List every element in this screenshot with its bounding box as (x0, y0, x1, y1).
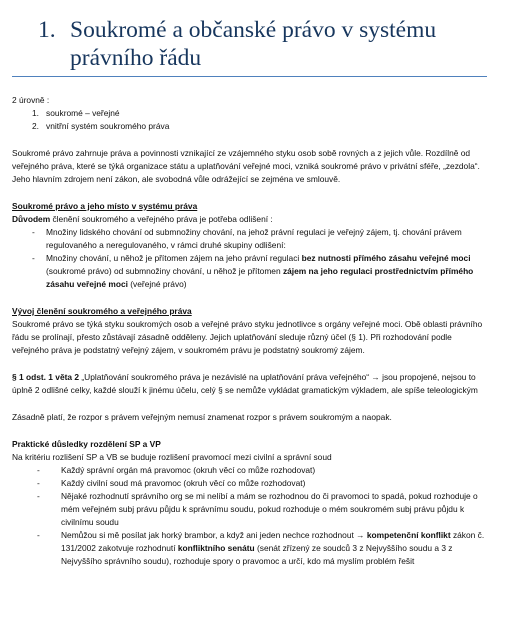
section-heading-consequences: Praktické důsledky rozdělení SP a VP (12, 439, 161, 449)
dash-bullet: - (37, 465, 40, 475)
note-paragraph: Zásadně platí, že rozpor s právem veřejným nemusí znamenat rozpor s právem soukromým a naopak. (12, 412, 392, 422)
list-item-text (61, 464, 489, 477)
dash-bullet: - (37, 491, 40, 501)
heading-rule (12, 76, 487, 77)
text-run: Každý správní orgán má pravomoc (okruh věcí co může rozhodovat) (61, 465, 316, 475)
emphasis-text: zájem na jeho regulaci prostřednictvím přímého zásahu veřejné moci (46, 266, 474, 289)
levels-intro: 2 úrovně : (12, 95, 50, 105)
levels-list (12, 107, 489, 133)
chapter-title: Soukromé a občanské právo v systému právního řádu (70, 17, 437, 71)
list-item (12, 464, 489, 477)
section3-text: „Uplatňování soukromého práva je nezávislé na uplatňování práva veřejného“ → jsou propojené, nejsou to úplně 2 odlišné celky, každé slouží k jinému účelu, celý § se nemůže vykládat gramatickým výkladem, ale spíše teleologickým (12, 372, 478, 395)
section1-lead-text: členění soukromého a veřejného práva je potřeba odlišení : (50, 214, 273, 224)
section1-lead-bold: Důvodem (12, 214, 51, 224)
section1-list (12, 226, 489, 291)
document-body (10, 94, 489, 568)
list-item (12, 477, 489, 490)
text-run: Každý civilní soud má pravomoc (okruh věcí co může rozhodovat) (61, 478, 306, 488)
section4-list (12, 464, 489, 568)
list-item-text (61, 529, 489, 568)
list-item (12, 226, 489, 252)
text-run: (senát zřízený ze soudců 3 z Nejvyššího soudu a 3 z Nejvyššího správního soudu), rozhoduje spory o pravomoc a určí, kdo má myslím problém řešit (61, 543, 453, 566)
levels-item (32, 120, 489, 133)
emphasis-text: bez nutnosti přímého zásahu veřejné moci (301, 253, 471, 263)
section3-citation: § 1 odst. 1 věta 2 (12, 372, 80, 382)
section4-lead: Na kritériu rozlišení SP a VB se buduje rozlišení pravomocí mezi civilní a správní soud (12, 452, 332, 462)
text-run: Množiny lidského chování od submnožiny chování, na jehož právní regulaci je veřejný zájem, tj. chování právem regulovaného a neregulovaného, v rámci druhé skupiny odlišení: (46, 227, 462, 250)
section1-lead (12, 213, 489, 226)
text-run: Nějaké rozhodnutí správního org se mi nelíbí a mám se rozhodnou do či pravomoci to spadá, pokud rozhoduje o mém veřejném subj právu půjdu k správnímu soudu, pokud rozhoduje o mém soukromém subj právu půjdu k civilnímu soudu (61, 491, 478, 527)
levels-item-number: 2. (32, 121, 39, 131)
list-item-text (46, 226, 489, 252)
dash-bullet: - (37, 530, 40, 540)
list-item (12, 490, 489, 529)
list-item-text (61, 490, 489, 529)
levels-item-text: vnitřní systém soukromého práva (46, 121, 170, 131)
levels-item-text: soukromé – veřejné (46, 108, 120, 118)
levels-item-number: 1. (32, 108, 39, 118)
chapter-heading (10, 16, 489, 72)
chapter-number: 1. (38, 17, 56, 43)
dash-bullet: - (37, 478, 40, 488)
list-item-text (61, 477, 489, 490)
section-heading-development: Vývoj členění soukromého a veřejného práva (12, 306, 192, 316)
text-run: zákon č. 131/2002 zakotvuje rozhodnutí (61, 530, 485, 553)
emphasis-text: kompetenční konflikt (366, 530, 451, 540)
intro-paragraph: Soukromé právo zahrnuje práva a povinnosti vznikající ze vzájemného styku osob sobě rovných a z jejich vůle. Rozdílně od veřejného práva, které se týká organizace státu a uplatňování veřejné moci, vzniká soukromé právo v privátní sféře, „zezdola“. Jeho hlavním zdrojem není zákon, ale svobodná vůle odrážející se zejména ve smlouvě. (12, 148, 480, 184)
section-heading-private-law: Soukromé právo a jeho místo v systému práva (12, 201, 198, 211)
section3-paragraph (12, 371, 489, 397)
dash-bullet: - (32, 253, 35, 263)
list-item (12, 529, 489, 568)
text-run: (veřejné právo) (127, 279, 187, 289)
dash-bullet: - (32, 227, 35, 237)
list-item (12, 252, 489, 291)
list-item-text (46, 252, 489, 291)
text-run: (soukromé právo) od submnožiny chování, u něhož je přítomen (46, 266, 283, 276)
levels-item (32, 107, 489, 120)
section2-paragraph: Soukromé právo se týká styku soukromých osob a veřejné právo styku jednotlivce s orgány veřejné moci. Obě oblasti právního řádu se prolínají, přesto zůstávají zásadně odděleny. Jejich uplatňování sleduje různý účel (§ 1). Při rozhodování podle veřejného práva je podstatný veřejný zájem, v soukromém právu je podstatný soukromý zájem. (12, 319, 483, 355)
emphasis-text: konfliktního senátu (177, 543, 255, 553)
text-run: Množiny chování, u něhož je přítomen zájem na jeho právní regulaci (46, 253, 302, 263)
text-run: Nemůžou si mě posílat jak horký brambor, a když ani jeden nechce rozhodnout → (61, 530, 367, 540)
